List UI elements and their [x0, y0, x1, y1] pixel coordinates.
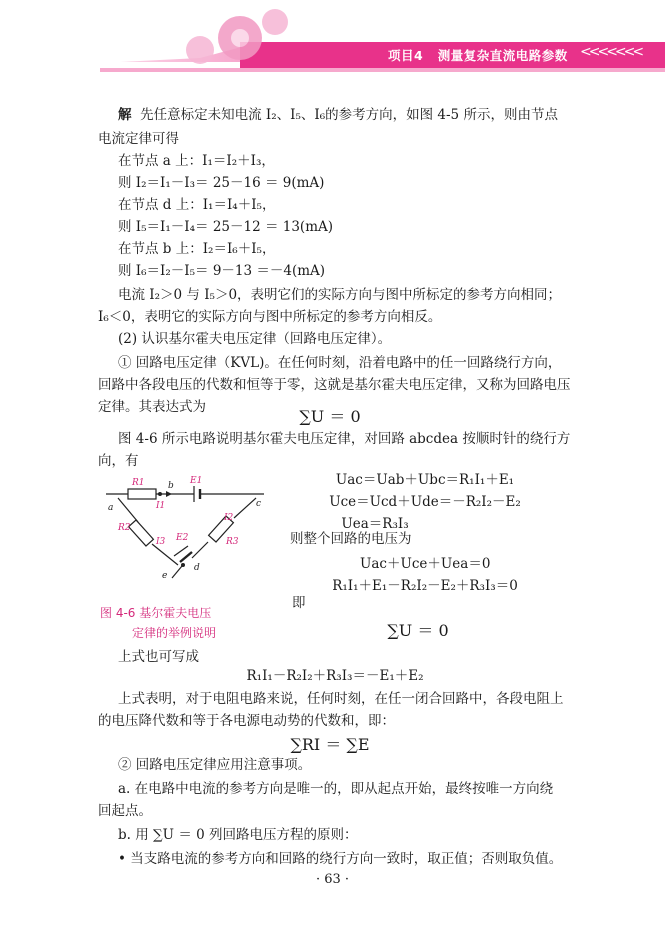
text-line: 图 4-6 所示电路说明基尔霍夫电压定律，对回路 abcdea 按顺时针的绕行方 [118, 431, 571, 447]
equation-sum-u: ∑U ＝ 0 [387, 621, 449, 640]
equation-line: 在节点 d 上：I₁＝I₄＋I₅， [118, 197, 276, 213]
label-b: b [168, 481, 174, 491]
text-line: 电流定律可得 [98, 131, 179, 147]
equation-uea: Uea＝R₃I₃ [341, 516, 409, 532]
equation-line: 在节点 b 上：I₂＝I₆＋I₅， [118, 241, 276, 257]
label-r1: R1 [132, 478, 145, 488]
equation-loop: Uac＋Uce＋Uea＝0 [360, 556, 491, 572]
label-c: c [256, 499, 262, 509]
header-title: 项目4 测量复杂直流电路参数 [388, 48, 568, 63]
label-e: e [162, 571, 168, 580]
equation-line: 则 I₅＝I₁－I₄＝ 25－12 ＝ 13(mA) [118, 219, 334, 235]
text-line: I₆＜0，表明它的实际方向与图中所标定的参考方向相反。 [98, 309, 442, 325]
equation-line: 在节点 a 上：I₁＝I₂＋I₃， [118, 153, 275, 169]
text-line: 回路中各段电压的代数和恒等于零，这就是基尔霍夫电压定律，又称为回路电压 [98, 377, 571, 393]
section-heading: (2) 认识基尔霍夫电压定律（回路电压定律）。 [118, 331, 392, 347]
text-line: 上式也可写成 [118, 649, 199, 665]
label-d: d [194, 563, 200, 573]
equation-rewritten: R₁I₁－R₂I₂＋R₃I₃＝－E₁＋E₂ [246, 668, 424, 684]
text-line: b. 用 ∑U ＝ 0 列回路电压方程的原则： [118, 827, 358, 843]
text-line: 则整个回路的电压为 [290, 531, 412, 547]
equation-loop-expanded: R₁I₁＋E₁－R₂I₂－E₂＋R₃I₃＝0 [332, 578, 518, 594]
equation-line: 则 I₂＝I₁－I₃＝ 25－16 ＝ 9(mA) [118, 175, 325, 191]
label-i3: I3 [156, 537, 166, 547]
label-r3: R3 [226, 537, 239, 547]
text-line: 向，有 [98, 453, 139, 469]
label-e1: E1 [190, 476, 203, 486]
equation-sum-u: ∑U ＝ 0 [299, 407, 361, 426]
label-e2: E2 [176, 533, 189, 543]
header-arrows: <<<<<<< [580, 44, 642, 60]
bullet-item: • 当支路电流的参考方向和回路的绕行方向一致时，取正值；否则取负值。 [118, 851, 563, 867]
label-r2: R2 [118, 523, 131, 533]
circuit-diagram [96, 470, 276, 580]
figure-caption: 图 4-6 基尔霍夫电压 [100, 606, 212, 620]
text-line: 上式表明，对于电阻电路来说，任何时刻，在任一闭合回路中，各段电阻上 [118, 691, 564, 707]
text-line: 电流 I₂＞0 与 I₅＞0，表明它们的实际方向与图中所标定的参考方向相同； [118, 287, 562, 303]
text-line: ① 回路电压定律（KVL)。在任何时刻，沿着电路中的任一回路绕行方向， [118, 355, 562, 371]
label-i1: I1 [156, 501, 166, 511]
header-decoration [0, 0, 665, 78]
figure-caption: 定律的举例说明 [132, 626, 217, 640]
text-line: 的电压降代数和等于各电源电动势的代数和，即： [98, 713, 395, 729]
equation-line: 则 I₆＝I₂－I₅＝ 9－13 ＝－4(mA) [118, 263, 326, 279]
label-i2: I2 [224, 513, 234, 523]
label-a: a [108, 503, 114, 513]
text-line: 定律。其表达式为 [98, 399, 206, 415]
text-line: 回起点。 [98, 803, 152, 819]
text-line: ② 回路电压定律应用注意事项。 [118, 757, 312, 773]
page-header [0, 0, 665, 78]
equation-sum-ri: ∑RI ＝ ∑E [290, 735, 370, 754]
circuit-figure [96, 470, 276, 584]
text-line: a. 在电路中电流的参考方向是唯一的，即从起点开始，最终按唯一方向绕 [118, 781, 554, 797]
equation-uce: Uce＝Ucd＋Ude＝－R₂I₂－E₂ [329, 494, 521, 510]
paragraph-solution: 解 先任意标定未知电流 I₂、I₅、I₆的参考方向，如图 4-5 所示，则由节点 [118, 107, 558, 123]
equation-uac: Uac＝Uab＋Ubc＝R₁I₁＋E₁ [335, 472, 515, 488]
page-number: · 63 · [315, 872, 350, 887]
text-line: 即 [292, 595, 306, 611]
